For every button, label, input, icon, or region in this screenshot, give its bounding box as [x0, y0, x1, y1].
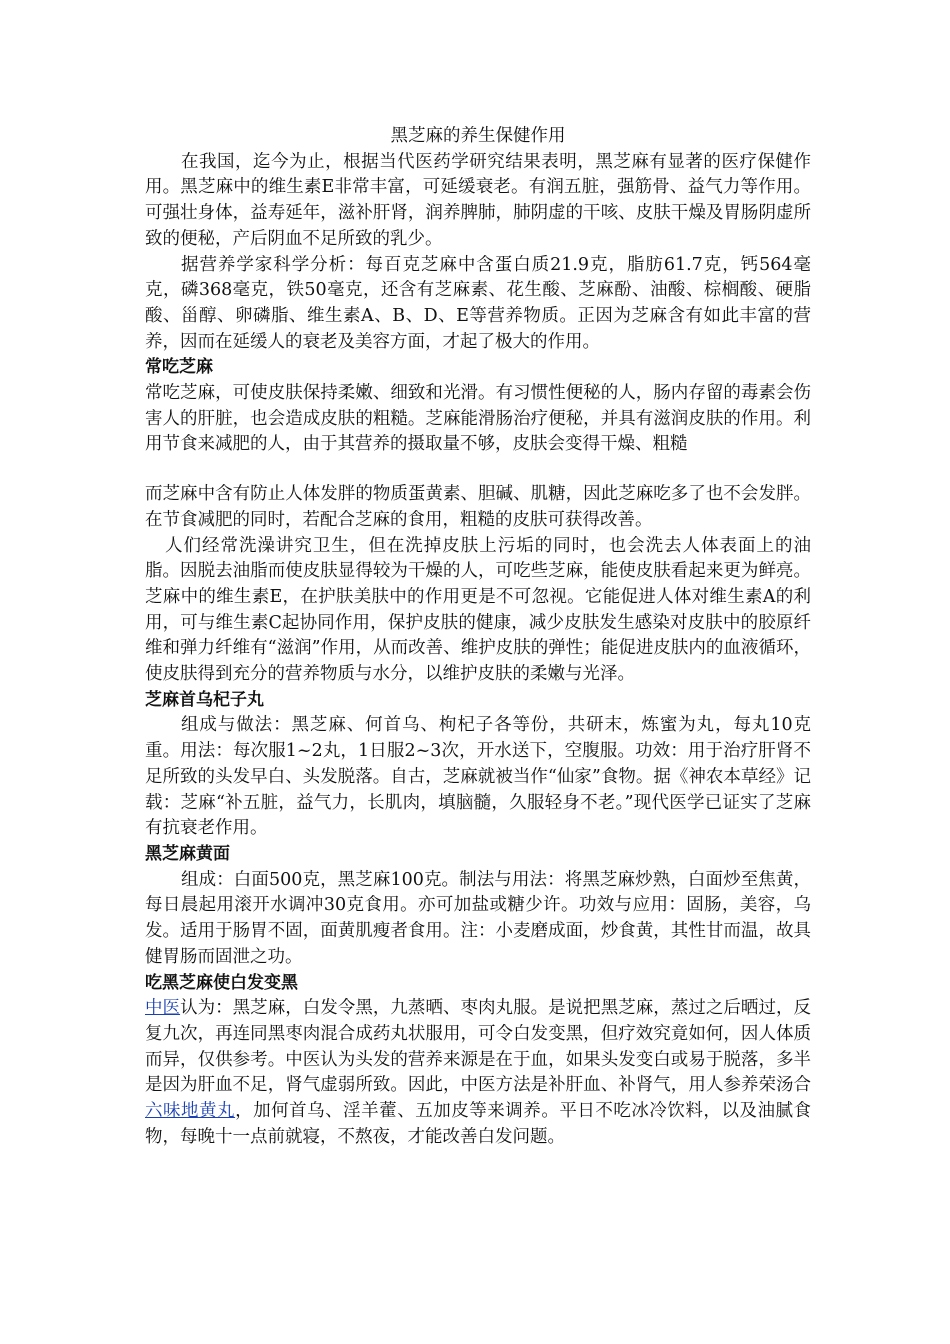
section3-paragraph: 组成：白面500克，黑芝麻100克。制法与用法：将黑芝麻炒熟，白面炒至焦黄，每日晨起用滚开水调冲30克食用。亦可加盐或糖少许。功效与应用：固肠，美容，乌发。适用于肠胃不固，面黄肌瘦者食用。注：小麦磨成面，炒食黄，其性甘而温，故具健胃肠而固泄之功。	[145, 869, 811, 967]
intro-paragraph-1: 在我国，迄今为止，根据当代医药学研究结果表明，黑芝麻有显著的医疗保健作用。黑芝麻中的维生素E非常丰富，可延缓衰老。有润五脏，强筋骨、益气力等作用。可强壮身体，益寿延年，滋补肝肾，润养脾肺，肺阴虚的干咳、皮肤干燥及胃肠阴虚所致的便秘，产后阴血不足所致的乳少。	[145, 151, 811, 249]
link-liuwei-dihuang-wan[interactable]: 六味地黄丸	[145, 1101, 236, 1122]
section-heading-white-hair: 吃黑芝麻使白发变黑	[145, 972, 298, 993]
section2-paragraph: 组成与做法：黑芝麻、何首乌、枸杞子各等份，共研末，炼蜜为丸，每丸10克重。用法：每次服1~2丸，1日服2~3次，开水送下，空腹服。功效：用于治疗肝肾不足所致的头发早白、头发脱落。自古，芝麻就被当作“仙家”食物。据《神农本草经》记载：芝麻“补五脏，益气力，长肌肉，填脑髓，久服轻身不老。”现代医学已证实了芝麻有抗衰老作用。	[145, 715, 811, 839]
link-tcm[interactable]: 中医	[145, 998, 181, 1019]
section4-paragraph	[145, 996, 811, 1150]
section1-paragraph-2: 而芝麻中含有防止人体发胖的物质蛋黄素、胆碱、肌糖，因此芝麻吃多了也不会发胖。在节食减肥的同时，若配合芝麻的食用，粗糙的皮肤可获得改善。	[145, 484, 811, 530]
section-heading-pill-recipe: 芝麻首乌杞子丸	[145, 689, 264, 710]
section4-text-2: ，加何首乌、淫羊藿、五加皮等来调养。平日不吃冰冷饮料，以及油腻食物，每晚十一点前就寝，不熬夜，才能改善白发问题。	[145, 1101, 812, 1147]
section4-text-1: 认为：黑芝麻，白发令黑，九蒸晒、枣肉丸服。是说把黑芝麻，蒸过之后晒过，反复九次，再连同黑枣肉混合成药丸状服用，可令白发变黑，但疗效究竟如何，因人体质而异，仅供参考。中医认为头发的营养来源是在于血，如果头发变白或易于脱落，多半是因为肝血不足，肾气虚弱所致。因此，中医方法是补肝血、补肾气，用人参养荣汤合	[145, 998, 812, 1096]
section1-paragraph-1: 常吃芝麻，可使皮肤保持柔嫩、细致和光滑。有习惯性便秘的人，肠内存留的毒素会伤害人的肝脏，也会造成皮肤的粗糙。芝麻能滑肠治疗便秘，并具有滋润皮肤的作用。利用节食来减肥的人，由于其营养的摄取量不够，皮肤会变得干燥、粗糙	[145, 383, 811, 455]
section-heading-flour-recipe: 黑芝麻黄面	[145, 843, 230, 864]
section1-paragraph-3: 人们经常洗澡讲究卫生，但在洗掉皮肤上污垢的同时，也会洗去人体表面上的油脂。因脱去油脂而使皮肤显得较为干燥的人，可吃些芝麻，能使皮肤看起来更为鲜亮。芝麻中的维生素E，在护肤美肤中的作用更是不可忽视。它能促进人体对维生素A的利用，可与维生素C起协同作用，保护皮肤的健康，减少皮肤发生感染对皮肤中的胶原纤维和弹力纤维有“滋润”作用，从而改善、维护皮肤的弹性；能促进皮肤内的血液循环，使皮肤得到充分的营养物质与水分，以维护皮肤的柔嫩与光泽。	[145, 535, 811, 685]
intro-paragraph-2: 据营养学家科学分析：每百克芝麻中含蛋白质21.9克，脂肪61.7克，钙564毫克，磷368毫克，铁50毫克，还含有芝麻素、花生酸、芝麻酚、油酸、棕榈酸、硬脂酸、甾醇、卵磷脂、维生素A、B、D、E等营养物质。正因为芝麻含有如此丰富的营养，因而在延缓人的衰老及美容方面，才起了极大的作用。	[145, 254, 811, 352]
section-heading-eat-sesame: 常吃芝麻	[145, 357, 213, 378]
document-title: 黑芝麻的养生保健作用	[390, 126, 566, 146]
blank-gap	[145, 458, 811, 482]
document-page	[145, 124, 811, 1150]
